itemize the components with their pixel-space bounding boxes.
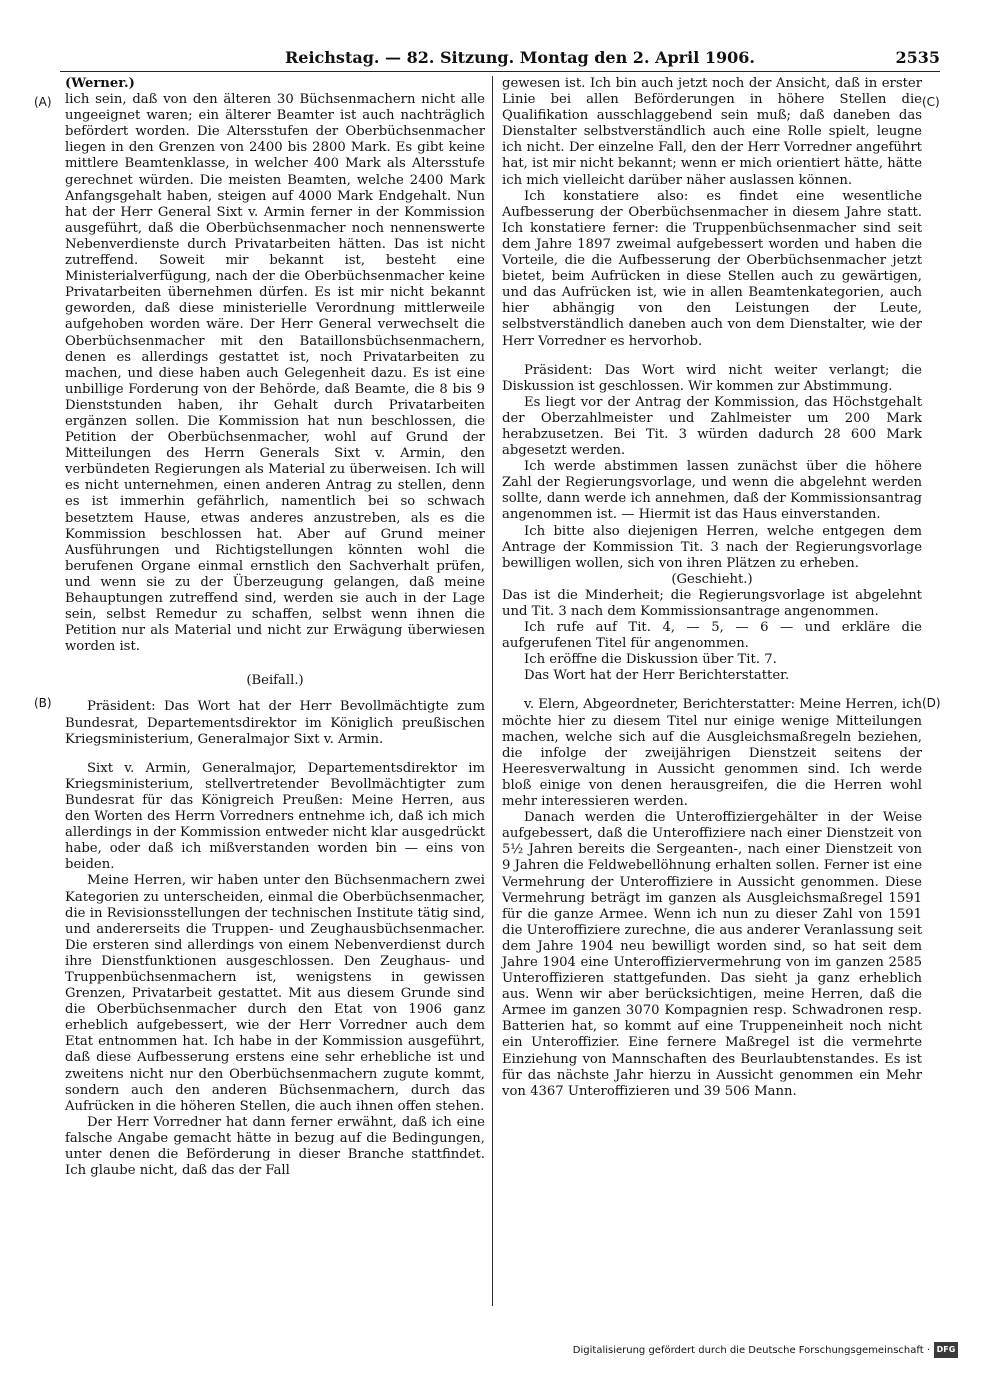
page-number: 2535 — [895, 48, 940, 67]
speaker-tag: (Werner.) — [65, 76, 135, 91]
paragraph: Das Wort hat der Herr Berichterstatter. — [524, 668, 790, 684]
paragraph: Meine Herren, wir haben unter den Büchsenmachern zwei Kategorien zu unterscheiden, einmal die Oberbüchsenmacher, die in Revisionsstellungen der technischen Institute tätig sind, und andererseits die Truppen- und Zeughausbüchsenmacher. Die ersteren sind allerdings von einem Nebenverdienst durch ihre Dienstfunktionen ausgeschlossen. Den Zeughaus- und Truppenbüchsenmachern ist, wenigstens in gewissen Grenzen, Privatarbeit gestattet. Mit aus diesem Grunde sind die Oberbüchsenmacher durch den Etat von 1906 ganz erheblich aufgebessert, wie der Herr Vorredner auch dem Etat entnommen hat. Ich habe in der Kommission ausgeführt, daß diese Aufbesserung erstens eine sehr erhebliche ist und zweitens nicht nur den Oberbüchsenmachern zugute kommt, sondern auch den anderen Büchsenmachern, durch das Aufrücken in die höheren Stellen, die auch ihnen offen stehen. — [65, 873, 485, 1114]
column-divider — [492, 76, 493, 1306]
paragraph: Das ist die Minderheit; die Regierungsvorlage ist abgelehnt und Tit. 3 nach dem Kommissionsantrage angenommen. — [502, 587, 922, 619]
paragraph: Ich werde abstimmen lassen zunächst über die höhere Zahl der Regierungsvorlage, und wenn die abgelehnt werden sollte, dann werde ich annehmen, daß der Kommissionsantrag angenommen ist. — Hiermit ist das Haus einverstanden. — [502, 459, 922, 523]
paragraph: Es liegt vor der Antrag der Kommission, das Höchstgehalt der Oberzahlmeister und Zahlmeister um 200 Mark herabzusetzen. Bei Tit. 3 würden dadurch 28 600 Mark abgesetzt werden. — [502, 394, 922, 459]
header-title: Reichstag. — 82. Sitzung. Montag den 2. April 1906. — [285, 48, 755, 67]
page-header — [60, 48, 940, 70]
margin-marker-c: (C) — [922, 95, 940, 109]
margin-marker-a: (A) — [34, 95, 52, 109]
margin-marker-b: (B) — [34, 696, 52, 710]
paragraph: Ich konstatiere also: es findet eine wesentliche Aufbesserung der Oberbüchsenmacher in diesem Jahre statt. Ich konstatiere ferner: die Truppenbüchsenmacher sind seit dem Jahre 1897 zweimal aufgebessert worden und haben die Vorteile, die die Aufbesserung der Oberbüchsenmacher jetzt bietet, beim Aufrücken in diese Stellen auch zu gewärtigen, und das Aufrücken ist, wie in allen Beamtenkategorien, auch hier abhängig von den Leistungen der Leute, selbstverständlich daneben auch von dem Dienstalter, wie der Herr Vorredner es hervorhob. — [502, 188, 922, 349]
paragraph: Ich bitte also diejenigen Herren, welche entgegen dem Antrage der Kommission Tit. 3 nach der Regierungsvorlage bewilligen wollen, sich von ihren Plätzen zu erheben. — [502, 523, 922, 571]
footer-credit: Digitalisierung gefördert durch die Deutsche Forschungsgemeinschaft · — [572, 1345, 930, 1356]
paragraph: Ich rufe auf Tit. 4, — 5, — 6 — und erkläre die aufgerufenen Titel für angenommen. — [502, 620, 922, 652]
dfg-logo-icon: DFG — [934, 1342, 958, 1358]
page-footer — [572, 1340, 960, 1362]
paragraph: Der Herr Vorredner hat dann ferner erwähnt, daß ich eine falsche Angabe gemacht hätte in bezug auf die Bedingungen, unter denen die Beförderung in dieser Branche stattfindet. Ich glaube nicht, daß das der Fall — [65, 1114, 485, 1179]
applause-note: (Beifall.) — [246, 673, 304, 689]
margin-marker-d: (D) — [922, 696, 941, 710]
right-column — [502, 76, 922, 1100]
paragraph: Sixt v. Armin, Generalmajor, Departementsdirektor im Kriegsministerium, stellvertretender Bevollmächtigter zum Bundesrat für das Königreich Preußen: Meine Herren, aus den Worten des Herrn Vorredners entnehme ich, daß ich mich allerdings in der Kommission entweder nicht klar ausgedrückt habe, oder daß ich mißverstanden worden bin — eins von beiden. — [65, 760, 485, 873]
header-rule — [60, 71, 940, 72]
left-column — [65, 76, 485, 1179]
paragraph: Danach werden die Unteroffiziergehälter in der Weise aufgebessert, daß die Unteroffiziere nach einer Dienstzeit von 5½ Jahren bereits die Sergeanten-, nach einer Dienstzeit von 9 Jahren die Feldwebellöhnung erhalten sollen. Ferner ist eine Vermehrung der Unteroffiziere in Aussicht genommen. Diese Vermehrung beträgt im ganzen als Ausgleichsmaßregel 1591 für die ganze Armee. Wenn ich nun zu dieser Zahl von 1591 die Unteroffiziere zurechne, die aus anderer Veranlassung seit dem Jahre 1904 neu bewilligt worden sind, so hat seit dem Jahre 1904 eine Unteroffiziervermehrung von im ganzen 2585 Unteroffizieren stattgefunden. Das sieht ja ganz erheblich aus. Wenn wir aber berücksichtigen, meine Herren, daß die Armee im ganzen 3070 Kompagnien resp. Schwadronen resp. Batterien hat, so kommt auf eine Truppeneinheit noch nicht ein Unteroffizier. Eine fernere Maßregel ist die vermehrte Einziehung von Mannschaften des Beurlaubtenstandes. Es ist für das nächste Jahr hierzu in Aussicht genommen ein Mehr von 4367 Unteroffizieren und 39 506 Mann. — [502, 810, 922, 1099]
paragraph: Präsident: Das Wort hat der Herr Bevollmächtigte zum Bundesrat, Departementsdirektor im Königlich preußischen Kriegsministerium, Generalmajor Sixt v. Armin. — [65, 699, 485, 747]
procedure-note: (Geschieht.) — [671, 571, 753, 587]
paragraph: v. Elern, Abgeordneter, Berichterstatter: Meine Herren, ich möchte hier zu diesem Titel nur einige wenige Mitteilungen machen, welche sich auf die Ausgleichsmaßregeln beziehen, die infolge der zweijährigen Dienstzeit seitens der Heeresverwaltung in Aussicht genommen sind. Ich werde bloß einige von denen herausgreifen, die die Herren wohl mehr interessieren werden. — [502, 697, 922, 810]
paragraph: lich sein, daß von den älteren 30 Büchsenmachern nicht alle ungeeignet waren; ein älterer Beamter ist auch nachträglich befördert worden. Die Altersstufen der Oberbüchsenmacher liegen in den Grenzen von 2400 bis 2800 Mark. Es gibt keine mittlere Beamtenklasse, in welcher 400 Mark als Altersstufe gerechnet würden. Die meisten Beamten, welche 2400 Mark Anfangsgehalt haben, steigen auf 4000 Mark Endgehalt. Nun hat der Herr General Sixt v. Armin ferner in der Kommission ausgeführt, daß die Oberbüchsenmacher noch nennenswerte Nebenverdienste durch Privatarbeiten hätten. Das ist nicht zutreffend. Soweit mir bekannt ist, besteht eine Ministerialverfügung, nach der die Oberbüchsenmacher keine Privatarbeiten übernehmen dürfen. Es ist mir nicht bekannt geworden, daß diese ministerielle Verordnung mittlerweile aufgehoben worden wäre. Der Herr General verwechselt die Oberbüchsenmacher mit den Bataillonsbüchsenmachern, denen es allerdings gestattet ist, noch Privatarbeiten zu machen, und diese haben auch Gelegenheit dazu. Es ist eine unbillige Forderung von der Behörde, daß Beamte, die 8 bis 9 Dienststunden haben, ihr Gehalt durch Privatarbeiten ergänzen sollen. Die Kommission hat nun beschlossen, die Petition der Oberbüchsenmacher, wohl auf Grund der Mitteilungen des Herrn Generals Sixt v. Armin, den verbündeten Regierungen als Material zu überweisen. Ich will es nicht unternehmen, einen anderen Antrag zu stellen, denn es ist immerhin gefährlich, namentlich bei so schwach besetztem Hause, etwas anderes anzustreben, als es die Kommission beschlossen hat. Aber auf Grund meiner Ausführungen und Richtigstellungen könnten wohl die berufenen Organe einmal ernstlich den Sachverhalt prüfen, und wenn sie zu der Überzeugung gelangen, daß meine Behauptungen zutreffend sind, werden sie auch in der Lage sein, selbst Remedur zu schaffen, selbst wenn ihnen die Petition nur als Material und nicht zur Erwägung überwiesen worden ist. — [65, 92, 485, 655]
paragraph: gewesen ist. Ich bin auch jetzt noch der Ansicht, daß in erster Linie bei allen Beförderungen in höhere Stellen die Qualifikation ausschlaggebend sein muß; daß daneben das Dienstalter selbstverständlich auch eine Rolle spielt, leugne ich nicht. Der einzelne Fall, den der Herr Vorredner angeführt hat, ist mir nicht bekannt; wenn er mich orientiert hätte, hätte ich mich vielleicht darüber näher auslassen können. — [502, 76, 922, 188]
paragraph: Ich eröffne die Diskussion über Tit. 7. — [524, 652, 777, 668]
paragraph: Präsident: Das Wort wird nicht weiter verlangt; die Diskussion ist geschlossen. Wir kommen zur Abstimmung. — [502, 362, 922, 394]
